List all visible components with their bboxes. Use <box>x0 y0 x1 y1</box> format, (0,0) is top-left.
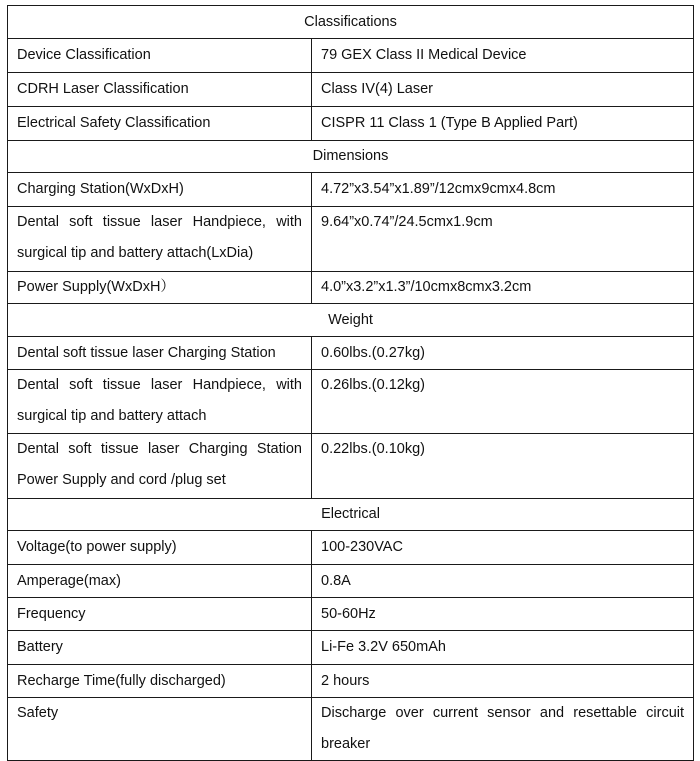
section-header-row <box>8 499 694 531</box>
row-label: Voltage(to power supply) <box>8 531 312 565</box>
row-value: 4.0”x3.2”x1.3”/10cmx8cmx3.2cm <box>312 272 694 304</box>
table-row <box>8 565 694 598</box>
specifications-table <box>7 5 694 761</box>
row-value: CISPR 11 Class 1 (Type B Applied Part) <box>312 107 694 141</box>
row-label: Device Classification <box>8 39 312 73</box>
table-row <box>8 531 694 565</box>
row-label: Dental soft tissue laser Charging Station Power Supply and cord /plug set <box>8 434 312 499</box>
table-row <box>8 598 694 631</box>
section-title-classifications: Classifications <box>8 6 694 39</box>
row-label: CDRH Laser Classification <box>8 73 312 107</box>
row-label: Recharge Time(fully discharged) <box>8 665 312 698</box>
row-label: Power Supply(WxDxH） <box>8 272 312 304</box>
row-value: Discharge over current sensor and resettable circuit breaker <box>312 698 694 761</box>
row-value: 9.64”x0.74”/24.5cmx1.9cm <box>312 207 694 272</box>
row-label: Dental soft tissue laser Handpiece, with surgical tip and battery attach(LxDia) <box>8 207 312 272</box>
row-label: Dental soft tissue laser Handpiece, with surgical tip and battery attach <box>8 370 312 434</box>
section-header-row <box>8 141 694 173</box>
table-row <box>8 665 694 698</box>
row-label: Safety <box>8 698 312 761</box>
section-header-row <box>8 6 694 39</box>
row-value: 79 GEX Class II Medical Device <box>312 39 694 73</box>
row-label: Electrical Safety Classification <box>8 107 312 141</box>
table-row <box>8 631 694 665</box>
row-value: Class IV(4) Laser <box>312 73 694 107</box>
table-row <box>8 73 694 107</box>
row-value: 100-230VAC <box>312 531 694 565</box>
row-value: 0.60lbs.(0.27kg) <box>312 337 694 370</box>
table-row <box>8 337 694 370</box>
row-value: 4.72”x3.54”x1.89”/12cmx9cmx4.8cm <box>312 173 694 207</box>
table-row <box>8 434 694 499</box>
table-row <box>8 698 694 761</box>
table-row <box>8 207 694 272</box>
row-value: Li-Fe 3.2V 650mAh <box>312 631 694 665</box>
row-value: 2 hours <box>312 665 694 698</box>
table-row <box>8 370 694 434</box>
row-label: Charging Station(WxDxH) <box>8 173 312 207</box>
row-label: Frequency <box>8 598 312 631</box>
row-value: 50-60Hz <box>312 598 694 631</box>
row-label: Battery <box>8 631 312 665</box>
section-title-dimensions: Dimensions <box>8 141 694 173</box>
row-label: Amperage(max) <box>8 565 312 598</box>
section-title-weight: Weight <box>8 304 694 337</box>
row-value: 0.22lbs.(0.10kg) <box>312 434 694 499</box>
section-title-electrical: Electrical <box>8 499 694 531</box>
row-label: Dental soft tissue laser Charging Station <box>8 337 312 370</box>
table-row <box>8 39 694 73</box>
row-value: 0.8A <box>312 565 694 598</box>
table-row <box>8 107 694 141</box>
table-row <box>8 173 694 207</box>
section-header-row <box>8 304 694 337</box>
table-row <box>8 272 694 304</box>
row-value: 0.26lbs.(0.12kg) <box>312 370 694 434</box>
